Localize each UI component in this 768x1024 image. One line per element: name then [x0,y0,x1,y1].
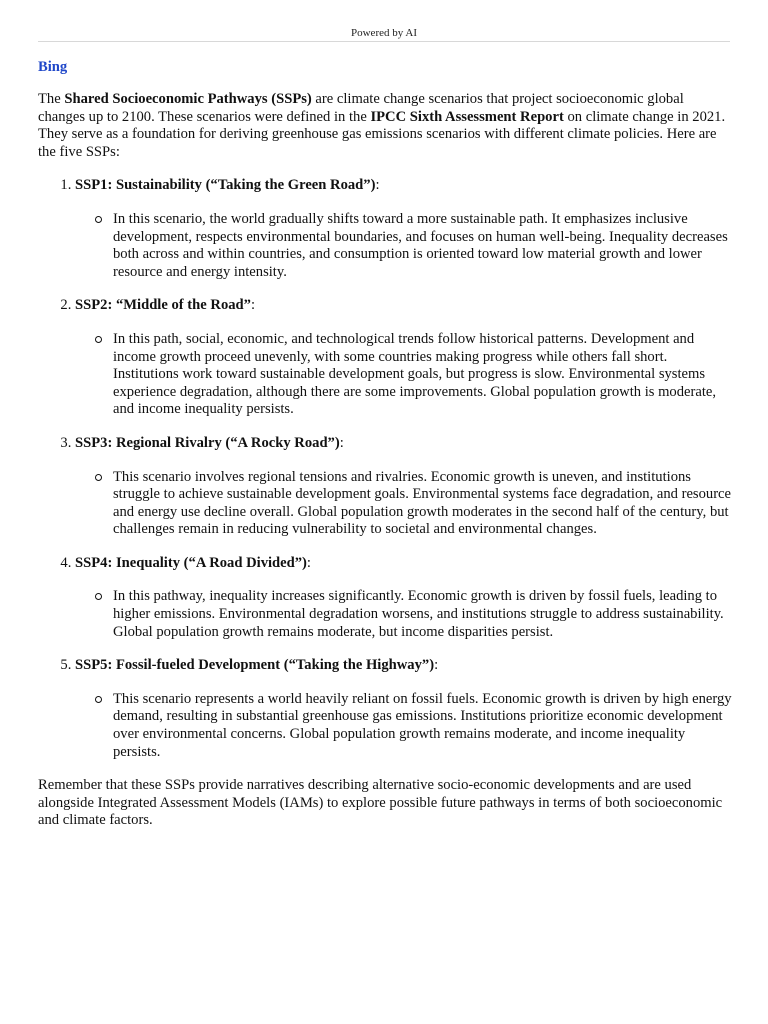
ssp-list [38,177,732,761]
ssp-detail: In this scenario, the world gradually shifts toward a more sustainable path. It emphasizes inclusive development, respects environmental boundaries, and focuses on human well-being. Inequality decreases both across and within countries, and consumption is oriented toward low material growth and lower resource and energy intensity. [113,211,732,281]
ssp-title-suffix: : [339,434,344,451]
powered-by-label: Powered by AI [351,27,417,39]
ssp-detail: In this pathway, inequality increases significantly. Economic growth is driven by fossil fuels, leading to higher emissions. Environmental degradation worsens, and institutions struggle to address sustainability. Global population growth remains moderate, but income disparities persist. [113,588,732,641]
ssp-detail-list [75,469,732,539]
ssp-detail: In this path, social, economic, and technological trends follow historical patterns. Development and income growth proceed unevenly, with some countries making progress while others fall short. Institutions work toward sustainable development goals, but progress is slow. Environmental systems experience degradation, although there are some improvements. Global population growth is moderate, and income inequality persists. [113,331,732,419]
ssp-item-5 [75,657,732,761]
intro-bold-ssps: Shared Socioeconomic Pathways (SSPs) [64,91,312,107]
ssp-detail: This scenario represents a world heavily reliant on fossil fuels. Economic growth is driven by high energy demand, resulting in substantial greenhouse gas emissions. Institutions prioritize economic development over environmental concerns. Global population growth remains moderate, and income inequality persists. [113,690,732,760]
ssp-item-3 [75,435,732,539]
intro-bold-ipcc: IPCC Sixth Assessment Report [370,108,564,125]
ssp-title: SSP4: Inequality (“A Road Divided”) [75,554,307,571]
ssp-detail-list [75,691,732,761]
header-divider [38,41,730,42]
ssp-title-suffix: : [306,554,311,571]
ssp-item-4 [75,555,732,641]
answer-content [38,91,732,830]
ssp-detail: This scenario involves regional tensions and rivalries. Economic growth is uneven, and institutions struggle to achieve sustainable development goals. Environmental systems face degradation, and resource and energy use decline overall. Global population growth moderates in the second half of the century, but challenges remain in reducing vulnerability to societal and environmental changes. [113,468,732,538]
brand-name: Bing [38,59,68,75]
ssp-title: SSP1: Sustainability (“Taking the Green Road”) [75,177,376,194]
ssp-title: SSP2: “Middle of the Road” [75,297,251,314]
intro-text-2: are climate change scenarios that project socioeconomic global changes up to 2100. These scenarios were defined in the [38,91,684,125]
ssp-title-suffix: : [375,177,380,194]
intro-text-1: The [38,91,65,107]
ssp-title-suffix: : [434,657,439,674]
closing-paragraph: Remember that these SSPs provide narratives describing alternative socio-economic developments and are used alongside Integrated Assessment Models (IAMs) to explore possible future pathways in terms of both socioeconomic and climate factors. [38,777,723,829]
ssp-item-2 [75,297,732,419]
intro-paragraph [38,91,732,161]
ssp-detail-list [75,211,732,281]
intro-text-3: on climate change in 2021. They serve as a foundation for deriving greenhouse gas emissions scenarios with different climate policies. Here are the five SSPs: [38,108,726,160]
ssp-detail-list [75,331,732,419]
ssp-title: SSP3: Regional Rivalry (“A Rocky Road”) [75,434,340,451]
ssp-detail-list [75,588,732,641]
ssp-item-1 [75,177,732,281]
ssp-title-suffix: : [250,297,256,314]
ssp-title: SSP5: Fossil-fueled Development (“Taking the Highway”) [75,657,435,674]
